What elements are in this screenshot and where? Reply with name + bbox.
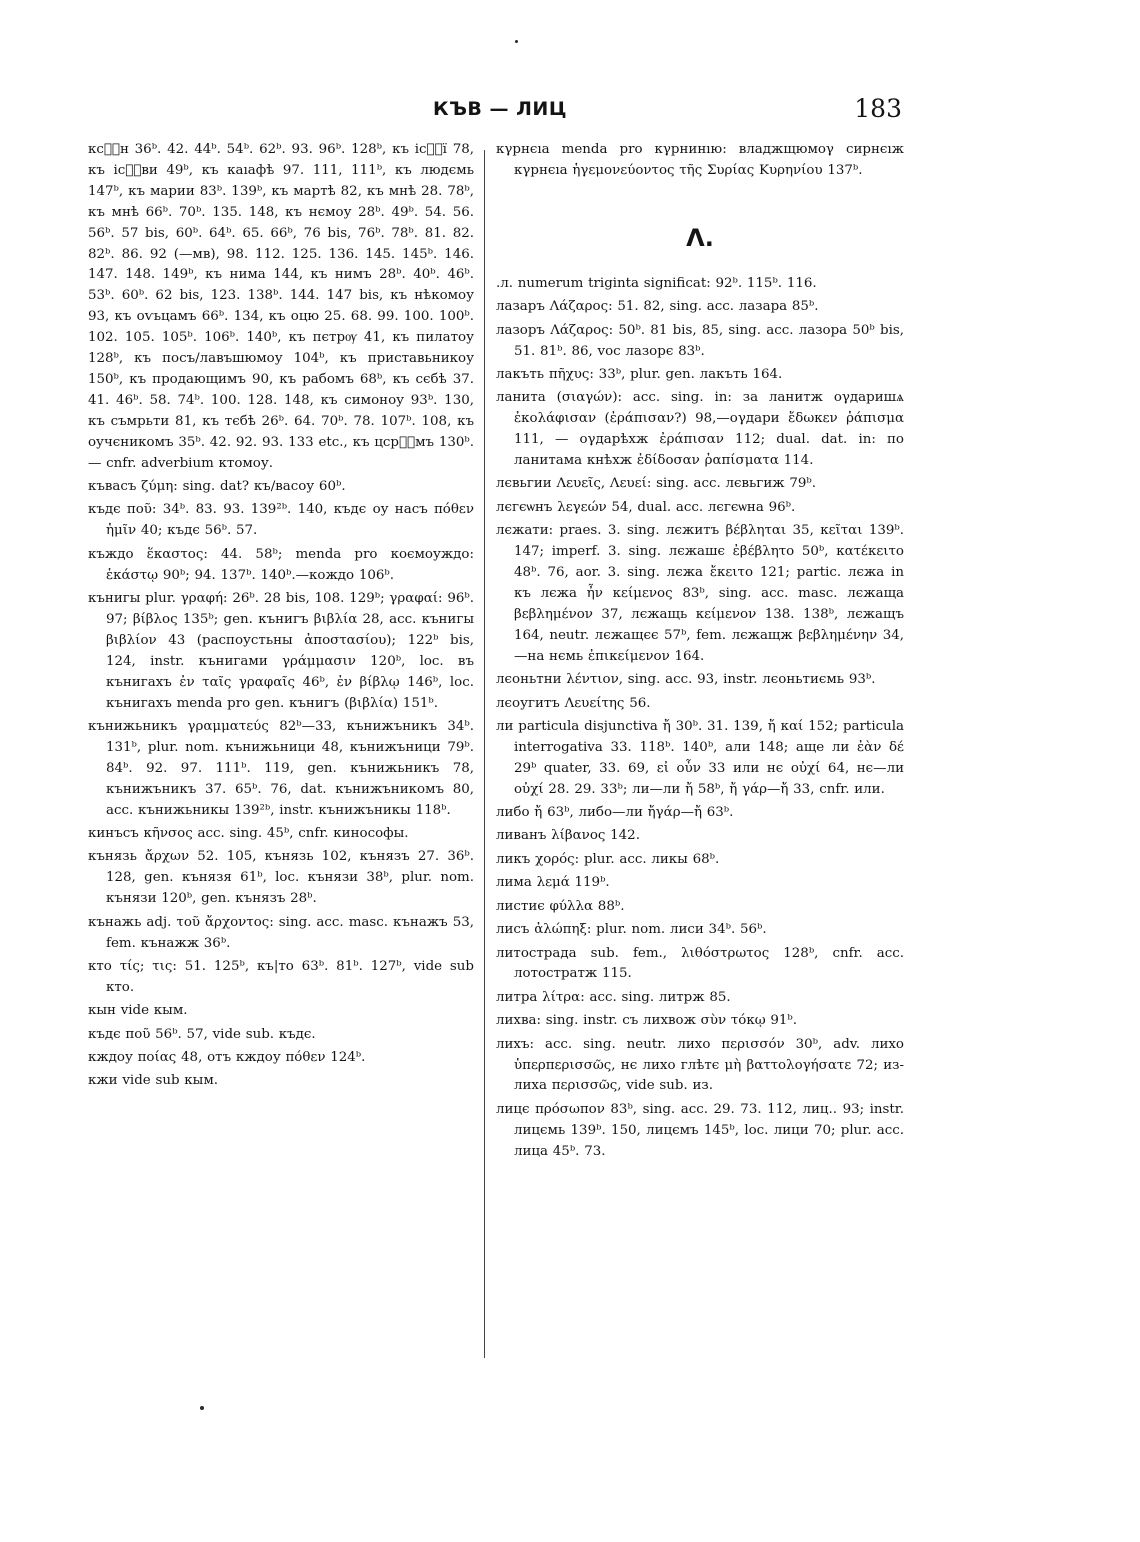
column-divider <box>484 150 485 1358</box>
entry-kzhi: кжи vide sub кым. <box>88 1073 218 1089</box>
entry-lima: лима λεμά 119ᵇ. <box>496 875 610 891</box>
entry-kunizhniku: кънижьникъ γραμματεύς 82ᵇ—33, кънижъникъ 34ᵇ. 131ᵇ, plur. nom. кънижьници 48, кънижъници 79ᵇ. 84ᵇ. 92. 97. 111ᵇ. 119, gen. кънижьникъ 78, кънижъникъ 37. 65ᵇ. 76, dat. кънижъникомъ 80, acc. кънижьникы 139²ᵇ, instr. кънижъникы 118ᵇ. <box>88 718 474 818</box>
entry-lezhati: лєжати: praes. 3. sing. лєжитъ βέβληται 35, κεῖται 139ᵇ. 147; imperf. 3. sing. лєжашє ἐβέβλητο 50ᵇ, κατέκειτο 48ᵇ. 76, aor. 3. sing. лєжа ἔκειτο 121; partic. лєжа in къ лєжа ἦν κείμενος 83ᵇ, sing. acc. masc. лєжаща βεβλημένον 37, лєжащь κείμενον 138. 138ᵇ, лєжащъ 164, neutr. лєжащєє 57ᵇ, fem. лєжащж βεβλημένην 34,—на нємь ἐπικείμενον 164. <box>496 523 904 664</box>
entry-kyrineia: кγрнєıа menda pro кγрнинıю: владжщюмоγ сирнєıж кγрнєıа ἡγεμονεύοντος τῆς Συρίας Κυρηνίου 137ᵇ. <box>496 142 904 178</box>
entry-kunazh: кънажь adj. τοῦ ἄρχοντος: sing. acc. masc. кънажъ 53, fem. кънажж 36ᵇ. <box>88 914 474 951</box>
entry-leugitu: лєоугитъ Λευείτης 56. <box>496 695 651 711</box>
entry-litra: литра λίτρα: acc. sing. литрж 85. <box>496 989 731 1005</box>
section-letter-lambda: Λ. <box>686 223 714 252</box>
entry-kvasu: къвасъ ζύμη: sing. dat? къ/васоу 60ᵇ. <box>88 479 346 494</box>
entry-kude: къдє ποῦ: 34ᵇ. 83. 93. 139²ᵇ. 140, къдє оу насъ πόθεν ἡμῖν 40; къдє 56ᵇ. 57. <box>88 502 474 539</box>
entry-likhva: лихва: sing. instr. съ лихвож σὺν τόκῳ 91ᵇ. <box>496 1013 798 1029</box>
entry-livanu: ливанъ λίβανος 142. <box>496 828 640 844</box>
entry-litostrada: литострада sub. fem., λιθόστρωτος 128ᵇ, cnfr. acc. лотостратж 115. <box>496 945 904 982</box>
entry-legeon: лєгєѡнъ λεγεών 54, dual. acc. лєгєѡна 96ᵇ. <box>496 499 796 515</box>
entry-levgii: лєвьгии Λευεῖς, Λευεί: sing. acc. лєвьгиж 79ᵇ. <box>496 476 816 492</box>
entry-kuzhdo: къждо ἕκαστος: 44. 58ᵇ; menda pro коємоуждо: ἑκάστῳ 90ᵇ; 94. 137ᵇ. 140ᵇ.—кождо 106ᵇ. <box>88 546 474 583</box>
entry-kto: кто τίς; τις: 51. 125ᵇ, къ|то 63ᵇ. 81ᵇ. 127ᵇ, vide sub кто. <box>88 958 474 995</box>
page-number: 183 <box>854 94 902 123</box>
entry-kunigy: кънигы plur. γραφή: 26ᵇ. 28 bis, 108. 129ᵇ; γραφαί: 96ᵇ. 97; βίβλος 135ᵇ; gen. кънигъ βιβλία 28, acc. кънигы βιβλίον 43 (распоустьны ἀποστασίου); 122ᵇ bis, 124, instr. кънигами γράμμασιν 120ᵇ, loc. въ кънигахъ ἐν ταῖς γραφαῖς 46ᵇ, ἐν βίβλῳ 146ᵇ, loc. кънигахъ menda pro gen. кънигъ (βιβλία) 151ᵇ. <box>88 591 474 711</box>
right-column <box>496 140 904 1165</box>
entry-kunyaz: кънязь ἄρχων 52. 105, кънязь 102, кънязъ 27. 36ᵇ. 128, gen. кънязя 61ᵇ, loc. кънязи 38ᵇ, plur. nom. кънязи 120ᵇ, gen. кънязъ 28ᵇ. <box>88 849 474 907</box>
entry-leontii: лєоньтни λέντιον, sing. acc. 93, instr. лєоньтиємь 93ᵇ. <box>496 672 876 688</box>
entry-kinusu: кинъсъ κῆνσος acc. sing. 45ᵇ, cnfr. кинософы. <box>88 826 409 841</box>
entry-lakut: лакъть πῆχυς: 33ᵇ, plur. gen. лакъть 164. <box>496 366 783 382</box>
entry-kov-continuation: ксⷭ҇н 36ᵇ. 42. 44ᵇ. 54ᵇ. 62ᵇ. 93. 96ᵇ. 128ᵇ, къ ісⷭ҇ї 78, къ ісⷭ҇ви 49ᵇ, къ каıафѣ 97. 111, 111ᵇ, къ людємь 147ᵇ, къ марии 83ᵇ. 139ᵇ, къ мартѣ 82, къ мнѣ 28. 78ᵇ, къ мнѣ 66ᵇ. 70ᵇ. 135. 148, къ нємоу 28ᵇ. 49ᵇ. 54. 56. 56ᵇ. 57 bis, 60ᵇ. 64ᵇ. 65. 66ᵇ, 76 bis, 76ᵇ. 78ᵇ. 81. 82. 82ᵇ. 86. 92 (—мв), 98. 112. 125. 136. 145. 145ᵇ. 146. 147. 148. 149ᵇ, къ нима 144, къ нимъ 28ᵇ. 40ᵇ. 46ᵇ. 53ᵇ. 60ᵇ. 62 bis, 123. 138ᵇ. 144. 147 bis, къ нѣкомоу 93, къ оѵьцамъ 66ᵇ. 134, къ оцю 25. 68. 99. 100. 100ᵇ. 102. 105. 105ᵇ. 106ᵇ. 140ᵇ, къ пєтрѹ 41, къ пилатоу 128ᵇ, къ посъ/лавъшюмоу 104ᵇ, къ приставьникоу 150ᵇ, къ продающимъ 90, къ рабомъ 68ᵇ, къ сєбѣ 37. 41. 46ᵇ. 58. 74ᵇ. 100. 128. 148, къ симоноу 93ᵇ. 130, къ съмрьти 81, къ тєбѣ 26ᵇ. 64. 70ᵇ. 78. 107ᵇ. 108, къ оучєникомъ 35ᵇ. 42. 92. 93. 133 etc., къ цсрⷭ҇мъ 130ᵇ. — cnfr. adverbium ктомоу. <box>88 142 474 471</box>
entry-libo: либо ἤ 63ᵇ, либо—ли ἤγάρ—ἤ 63ᵇ. <box>496 805 734 821</box>
entry-liku: ликъ χορός: plur. acc. ликы 68ᵇ. <box>496 851 720 867</box>
print-speck-top <box>515 40 518 43</box>
entry-lazoru: лазоръ Λάζαρος: 50ᵇ. 81 bis, 85, sing. acc. лазора 50ᵇ bis, 51. 81ᵇ. 86, voc лазорє 83ᵇ. <box>496 322 904 359</box>
running-head: КЪВ — ЛИЦ <box>433 98 567 120</box>
entry-lazaru: лазаръ Λάζαρος: 51. 82, sing. acc. лазара 85ᵇ. <box>496 299 819 315</box>
entry-li: ли particula disjunctiva ἤ 30ᵇ. 31. 139, ἤ καί 152; particula interrogativa 33. 118ᵇ. 140ᵇ, али 148; аще ли ἐὰν δέ 29ᵇ quater, 33. 69, εἰ οὖν 33 или нє οὐχί 64, нє—ли οὐχί 28. 29. 33ᵇ; ли—ли ἤ 58ᵇ, ἤ γάρ—ἤ 33, cnfr. или. <box>496 718 904 797</box>
entry-l-numeral: .л. numerum triginta significat: 92ᵇ. 115ᵇ. 116. <box>496 275 817 291</box>
entry-kzhdou: кждоу ποίας 48, отъ кждоу πόθεν 124ᵇ. <box>88 1050 366 1066</box>
entry-listie: листиє φύλλα 88ᵇ. <box>496 898 625 914</box>
left-column <box>88 140 474 1095</box>
entry-litse: лицє πρόσωπον 83ᵇ, sing. acc. 29. 73. 112, лиц.. 93; instr. лицємь 139ᵇ. 150, лицємъ 145ᵇ, loc. лици 70; plur. acc. лица 45ᵇ. 73. <box>496 1101 904 1159</box>
print-speck-bottom <box>200 1406 204 1410</box>
entry-likhu: лихъ: acc. sing. neutr. лихо περισσόν 30ᵇ, adv. лихо ὑπερπερισσῶς, нє лихо глѣтє μὴ βαττολογήσατε 72; из-лиха περισσῶς, vide sub. из. <box>496 1036 904 1094</box>
entry-lisu: лисъ ἀλώπηξ: plur. nom. лиси 34ᵇ. 56ᵇ. <box>496 922 767 938</box>
entry-kude-2: къдє ποῦ 56ᵇ. 57, vide sub. къдє. <box>88 1026 316 1042</box>
entry-lanita: ланита (σιαγών): acc. sing. in: за ланитж оγдаришѧ ἐκολάφισαν (ἐράπισαν?) 98,—оγдари ἔδωκεν ῥάπισμα 111, — оγдарѣхж ἐράπισαν 112; dual. dat. in: по ланитама кнѣхж ἐδίδοσαν ῥαπίσματα 114. <box>496 390 904 469</box>
entry-kyn: кын vide кым. <box>88 1003 188 1019</box>
